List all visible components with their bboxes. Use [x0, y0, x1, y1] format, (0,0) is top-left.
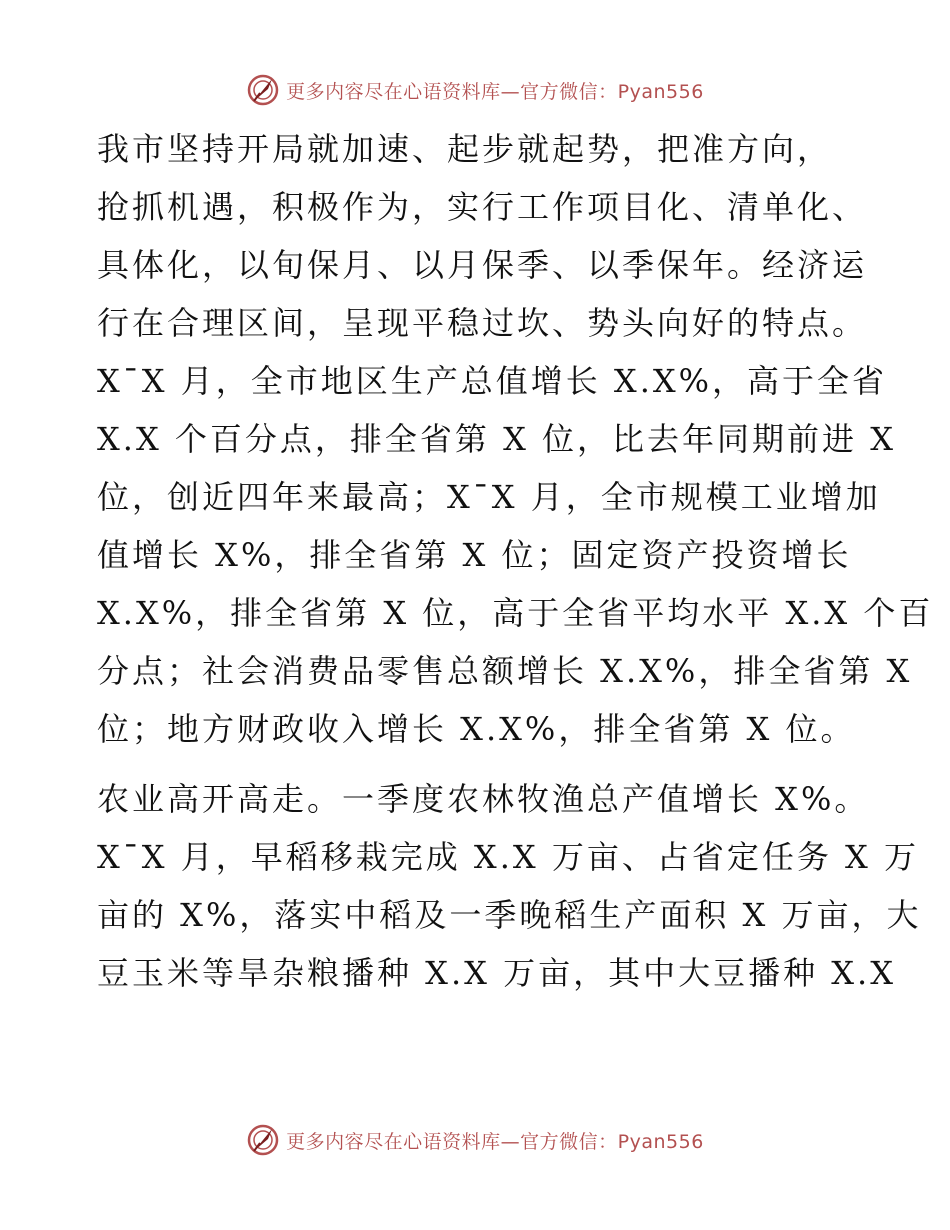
watermark-text: 更多内容尽在心语资料库—官方微信：Pyan556 — [286, 1130, 704, 1153]
text-line: X.X%，排全省第 X 位，高于全省平均水平 X.X 个百 — [97, 594, 934, 632]
watermark-text: 更多内容尽在心语资料库—官方微信：Pyan556 — [286, 80, 704, 103]
footer-watermark — [0, 1120, 950, 1160]
text-line: 值增长 X%，排全省第 X 位；固定资产投资增长 — [97, 536, 852, 574]
paragraph-agriculture — [97, 770, 922, 1002]
text-line: X¯X 月，早稻移栽完成 X.X 万亩、占省定任务 X 万 — [97, 838, 919, 876]
header-watermark — [0, 70, 950, 110]
text-line: X¯X 月，全市地区生产总值增长 X.X%，高于全省 — [97, 362, 888, 400]
text-line: 豆玉米等旱杂粮播种 X.X 万亩，其中大豆播种 X.X — [97, 954, 896, 992]
quill-logo-icon — [246, 1123, 280, 1157]
text-line: 农业高开高走。一季度农林牧渔总产值增长 X%。 — [97, 780, 870, 818]
text-line: 亩的 X%，落实中稻及一季晚稻生产面积 X 万亩，大 — [97, 896, 922, 934]
quill-logo-icon — [246, 73, 280, 107]
text-line: X.X 个百分点，排全省第 X 位，比去年同期前进 X — [97, 420, 896, 458]
text-line: 抢抓机遇，积极作为，实行工作项目化、清单化、 — [97, 188, 868, 226]
document-body — [97, 120, 934, 1002]
text-line: 具体化，以旬保月、以月保季、以季保年。经济运 — [97, 246, 868, 284]
text-line: 位，创近四年来最高；X¯X 月，全市规模工业增加 — [97, 478, 881, 516]
text-line: 位；地方财政收入增长 X.X%，排全省第 X 位。 — [97, 710, 856, 748]
paragraph-economy — [97, 120, 934, 758]
text-line: 我市坚持开局就加速、起步就起势，把准方向， — [97, 130, 833, 168]
text-line: 行在合理区间，呈现平稳过坎、势头向好的特点。 — [97, 304, 868, 342]
text-line: 分点；社会消费品零售总额增长 X.X%，排全省第 X — [97, 652, 913, 690]
